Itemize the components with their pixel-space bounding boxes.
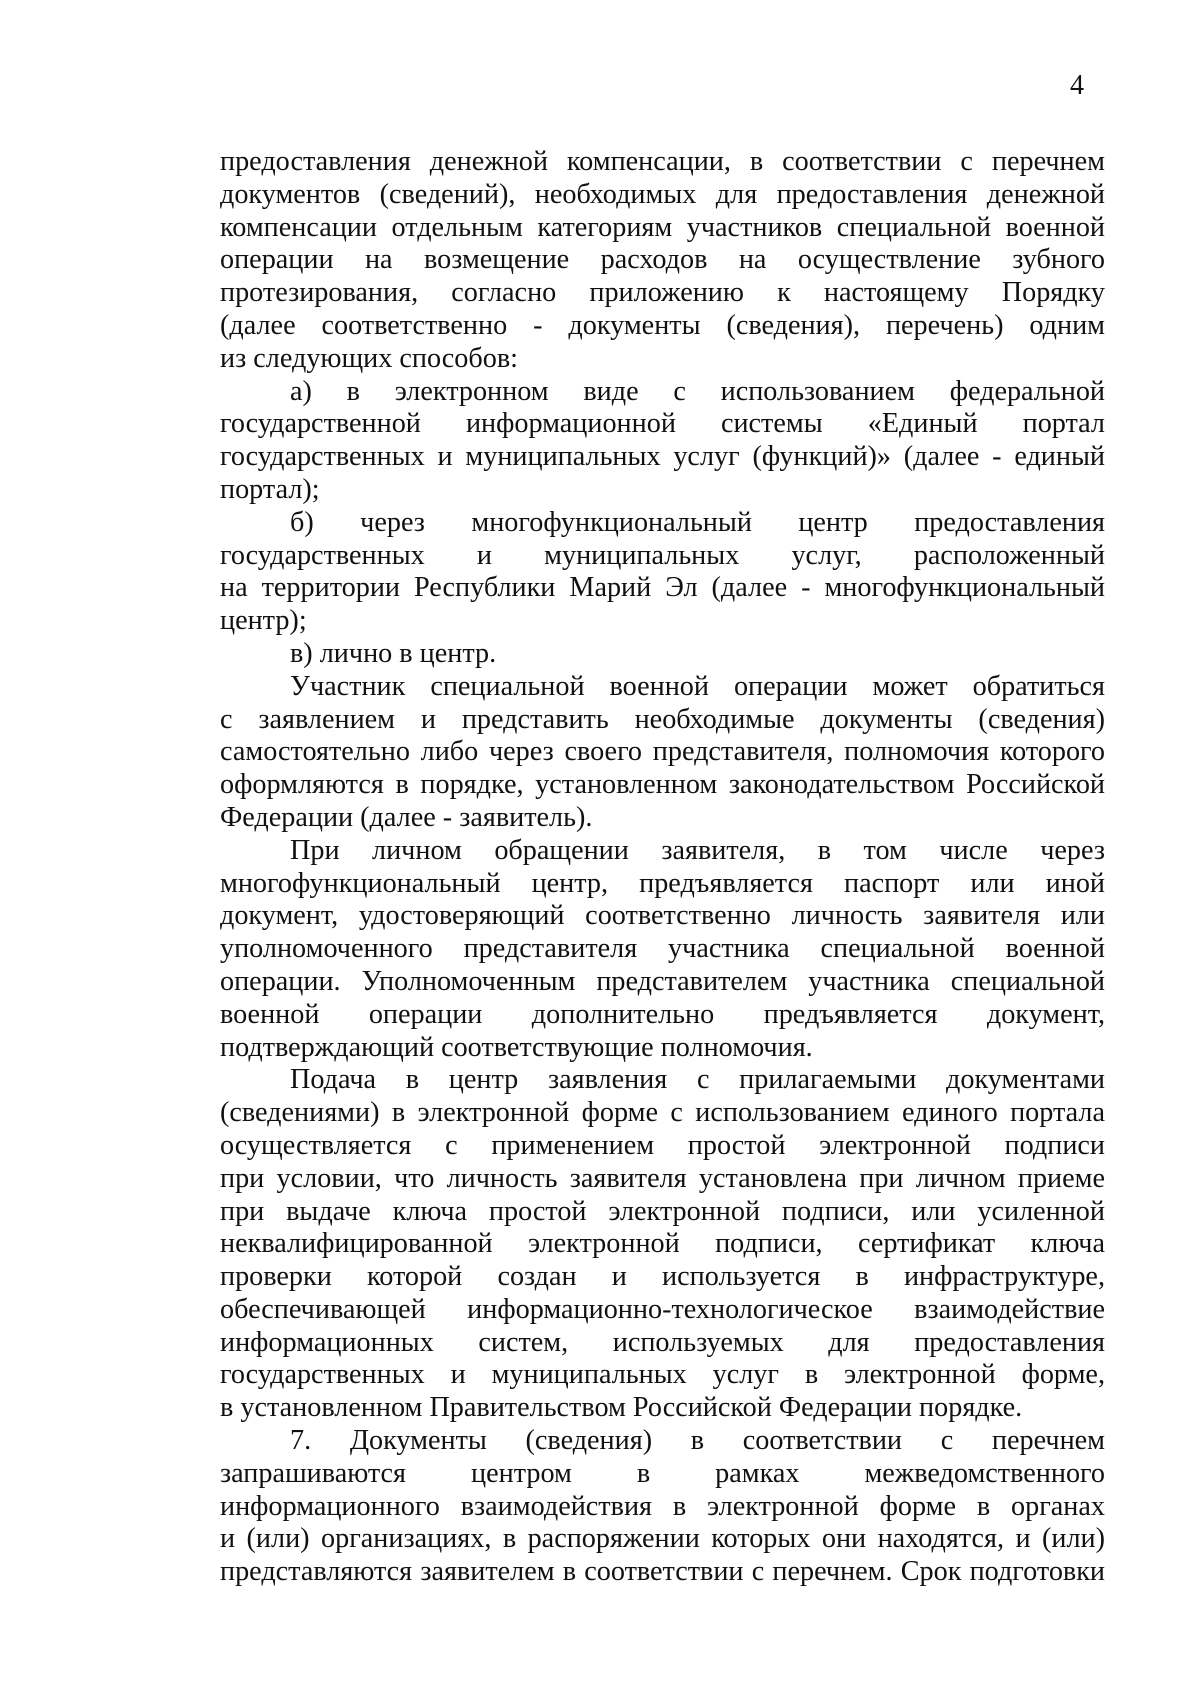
text-line: Участник специальной военной операции может обратиться (290, 670, 1105, 702)
text-line: представляются заявителем в соответствии с перечнем. Срок подготовки (220, 1556, 1105, 1588)
text-line: Федерации (далее - заявитель). (220, 801, 593, 833)
text-line: на территории Республики Марий Эл (далее - многофункциональный (220, 572, 1105, 604)
text-line: (сведениями) в электронной форме с использованием единого портала (220, 1097, 1105, 1129)
page-number: 4 (1070, 70, 1084, 101)
text-line: центр); (220, 605, 307, 637)
text-line: подтверждающий соответствующие полномочия. (220, 1031, 813, 1063)
text-line: многофункциональный центр, предъявляется паспорт или иной (220, 867, 1105, 899)
text-line: из следующих способов: (220, 342, 518, 374)
text-line: государственной информационной системы «Единый портал (220, 408, 1105, 440)
text-line: при условии, что личность заявителя установлена при личном приеме (220, 1162, 1105, 1194)
text-line: осуществляется с применением простой электронной подписи (220, 1129, 1105, 1161)
text-line: в установленном Правительством Российской Федерации порядке. (220, 1392, 1023, 1424)
text-line: государственных и муниципальных услуг, расположенный (220, 539, 1105, 571)
text-line: компенсации отдельным категориям участников специальной военной (220, 211, 1105, 243)
text-line: и (или) организациях, в распоряжении которых они находятся, и (или) (220, 1523, 1105, 1555)
text-line: неквалифицированной электронной подписи, сертификат ключа (220, 1228, 1105, 1260)
text-line: документ, удостоверяющий соответственно личность заявителя или (220, 900, 1105, 932)
text-line: самостоятельно либо через своего представителя, полномочия которого (220, 736, 1105, 768)
text-line: военной операции дополнительно предъявляется документ, (220, 998, 1105, 1030)
text-line: предоставления денежной компенсации, в соответствии с перечнем (220, 146, 1105, 177)
text-line: информационного взаимодействия в электронной форме в органах (220, 1490, 1105, 1522)
text-line: проверки которой создан и используется в инфраструктуре, (220, 1261, 1105, 1293)
text-line: Подача в центр заявления с прилагаемыми документами (290, 1064, 1105, 1096)
text-line: операции на возмещение расходов на осуществление зубного (220, 244, 1105, 276)
text-line: операции. Уполномоченным представителем участника специальной (220, 965, 1105, 997)
text-line: 7. Документы (сведения) в соответствии с перечнем (290, 1425, 1105, 1457)
text-line: документов (сведений), необходимых для предоставления денежной (220, 178, 1105, 210)
text-line: государственных и муниципальных услуг в электронной форме, (220, 1359, 1105, 1391)
text-line: б) через многофункциональный центр предоставления (290, 506, 1105, 538)
text-line: оформляются в порядке, установленном законодательством Российской (220, 769, 1105, 801)
text-line: уполномоченного представителя участника специальной военной (220, 933, 1105, 965)
text-line: информационных систем, используемых для предоставления (220, 1326, 1105, 1358)
text-line: в) лично в центр. (290, 637, 497, 669)
document-body (220, 146, 1105, 1589)
text-line: (далее соответственно - документы (сведения), перечень) одним (220, 309, 1105, 341)
text-line: а) в электронном виде с использованием федеральной (290, 375, 1105, 407)
text-line: протезирования, согласно приложению к настоящему Порядку (220, 277, 1105, 309)
text-line: обеспечивающей информационно-технологическое взаимодействие (220, 1293, 1105, 1325)
text-line: портал); (220, 473, 320, 505)
text-line: при выдаче ключа простой электронной подписи, или усиленной (220, 1195, 1105, 1227)
text-line: запрашиваются центром в рамках межведомственного (220, 1457, 1105, 1489)
text-line: государственных и муниципальных услуг (функций)» (далее - единый (220, 441, 1105, 473)
text-line: с заявлением и представить необходимые документы (сведения) (220, 703, 1105, 735)
text-line: При личном обращении заявителя, в том числе через (290, 834, 1105, 866)
